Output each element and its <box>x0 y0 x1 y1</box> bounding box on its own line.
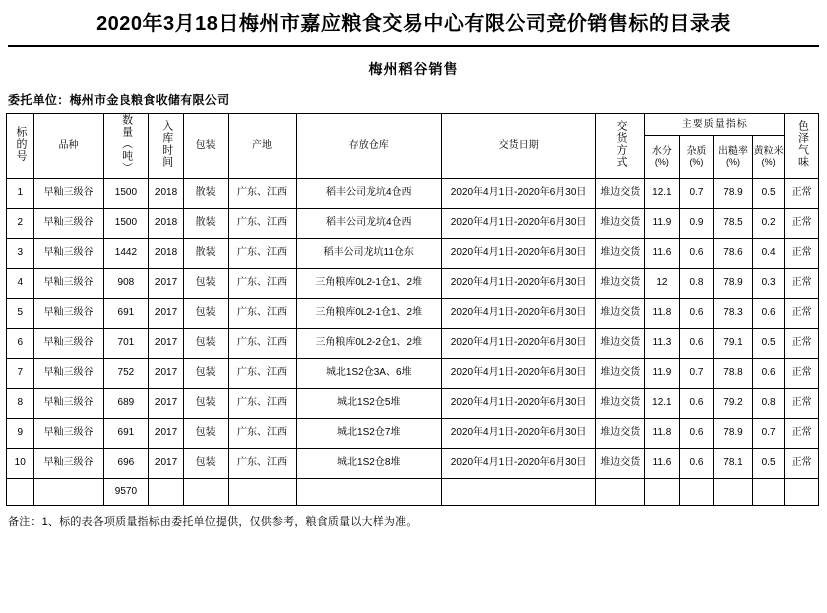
cell-index: 4 <box>7 268 34 298</box>
table-note: 备注：1、标的表各项质量指标由委托单位提供，仅供参考，粮食质量以大样为准。 <box>8 515 418 528</box>
cell-origin: 广东、江西 <box>228 238 296 268</box>
cell-impurity: 0.7 <box>679 358 714 388</box>
cell-yellow-grain: 0.7 <box>752 418 785 448</box>
cell-delivery-date: 2020年4月1日-2020年6月30日 <box>441 298 595 328</box>
col-delivery-date: 交货日期 <box>441 114 595 179</box>
cell-impurity: 0.6 <box>679 298 714 328</box>
cell-quantity: 1500 <box>103 178 149 208</box>
cell-color-smell: 正常 <box>785 298 819 328</box>
cell-quantity: 689 <box>103 388 149 418</box>
cell-milled-rate: 78.9 <box>714 178 753 208</box>
cell-warehouse: 三角粮库0L2-1仓1、2堆 <box>296 268 441 298</box>
cell-index: 3 <box>7 238 34 268</box>
cell-delivery-date: 2020年4月1日-2020年6月30日 <box>441 418 595 448</box>
cell-origin: 广东、江西 <box>228 208 296 238</box>
cell-yellow-grain: 0.2 <box>752 208 785 238</box>
cell-impurity: 0.7 <box>679 178 714 208</box>
table-row <box>7 178 819 208</box>
cell-moisture: 12.1 <box>645 388 680 418</box>
cell-packing: 散装 <box>183 208 228 238</box>
total-cell-blank <box>645 478 680 505</box>
cell-storage-time: 2018 <box>149 238 184 268</box>
col-moisture: 水分 (%) <box>645 135 680 178</box>
col-packing: 包装 <box>183 114 228 179</box>
total-cell-blank <box>441 478 595 505</box>
cell-delivery-method: 堆边交货 <box>596 418 645 448</box>
bidding-lots-table <box>6 113 819 506</box>
cell-warehouse: 城北1S2仓8堆 <box>296 448 441 478</box>
cell-yellow-grain: 0.6 <box>752 298 785 328</box>
cell-moisture: 11.8 <box>645 298 680 328</box>
cell-milled-rate: 78.6 <box>714 238 753 268</box>
total-cell-blank <box>752 478 785 505</box>
page-subtitle: 梅州稻谷销售 <box>368 61 459 77</box>
cell-delivery-method: 堆边交货 <box>596 208 645 238</box>
cell-impurity: 0.6 <box>679 418 714 448</box>
cell-index: 9 <box>7 418 34 448</box>
cell-moisture: 12 <box>645 268 680 298</box>
cell-delivery-method: 堆边交货 <box>596 178 645 208</box>
table-row <box>7 268 819 298</box>
cell-packing: 包装 <box>183 298 228 328</box>
cell-warehouse: 三角粮库0L2-1仓1、2堆 <box>296 298 441 328</box>
table-row <box>7 208 819 238</box>
cell-quantity: 1500 <box>103 208 149 238</box>
col-storage-time: 入库时间 <box>149 114 184 179</box>
cell-packing: 散装 <box>183 238 228 268</box>
cell-index: 7 <box>7 358 34 388</box>
cell-moisture: 12.1 <box>645 178 680 208</box>
cell-yellow-grain: 0.5 <box>752 178 785 208</box>
cell-packing: 散装 <box>183 178 228 208</box>
cell-variety: 早籼三级谷 <box>34 268 103 298</box>
table-row <box>7 238 819 268</box>
cell-delivery-method: 堆边交货 <box>596 358 645 388</box>
cell-origin: 广东、江西 <box>228 358 296 388</box>
cell-quantity: 908 <box>103 268 149 298</box>
table-row <box>7 298 819 328</box>
col-yellow-grain: 黄粒米 (%) <box>752 135 785 178</box>
cell-yellow-grain: 0.8 <box>752 388 785 418</box>
cell-index: 8 <box>7 388 34 418</box>
cell-warehouse: 城北1S2仓5堆 <box>296 388 441 418</box>
cell-delivery-date: 2020年4月1日-2020年6月30日 <box>441 388 595 418</box>
cell-impurity: 0.6 <box>679 448 714 478</box>
cell-yellow-grain: 0.6 <box>752 358 785 388</box>
cell-color-smell: 正常 <box>785 358 819 388</box>
cell-color-smell: 正常 <box>785 388 819 418</box>
total-cell-blank <box>785 478 819 505</box>
col-impurity: 杂质 (%) <box>679 135 714 178</box>
cell-impurity: 0.6 <box>679 328 714 358</box>
table-row <box>7 358 819 388</box>
cell-storage-time: 2017 <box>149 388 184 418</box>
cell-impurity: 0.8 <box>679 268 714 298</box>
cell-variety: 早籼三级谷 <box>34 178 103 208</box>
cell-warehouse: 三角粮库0L2-2仓1、2堆 <box>296 328 441 358</box>
cell-delivery-date: 2020年4月1日-2020年6月30日 <box>441 448 595 478</box>
cell-milled-rate: 79.1 <box>714 328 753 358</box>
cell-impurity: 0.6 <box>679 388 714 418</box>
cell-milled-rate: 78.5 <box>714 208 753 238</box>
col-milled-rate: 出糙率 (%) <box>714 135 753 178</box>
table-row <box>7 328 819 358</box>
cell-origin: 广东、江西 <box>228 178 296 208</box>
cell-packing: 包装 <box>183 448 228 478</box>
cell-storage-time: 2017 <box>149 418 184 448</box>
cell-delivery-date: 2020年4月1日-2020年6月30日 <box>441 328 595 358</box>
cell-milled-rate: 78.1 <box>714 448 753 478</box>
cell-color-smell: 正常 <box>785 328 819 358</box>
cell-yellow-grain: 0.5 <box>752 448 785 478</box>
cell-delivery-date: 2020年4月1日-2020年6月30日 <box>441 358 595 388</box>
table-total-row <box>7 478 819 505</box>
cell-storage-time: 2017 <box>149 328 184 358</box>
cell-warehouse: 稻丰公司龙坑4仓西 <box>296 178 441 208</box>
cell-delivery-date: 2020年4月1日-2020年6月30日 <box>441 178 595 208</box>
cell-color-smell: 正常 <box>785 178 819 208</box>
cell-index: 6 <box>7 328 34 358</box>
col-variety: 品种 <box>34 114 103 179</box>
cell-quantity: 701 <box>103 328 149 358</box>
cell-delivery-date: 2020年4月1日-2020年6月30日 <box>441 268 595 298</box>
cell-warehouse: 城北1S2仓7堆 <box>296 418 441 448</box>
cell-delivery-method: 堆边交货 <box>596 238 645 268</box>
total-cell-blank <box>149 478 184 505</box>
cell-origin: 广东、江西 <box>228 298 296 328</box>
cell-packing: 包装 <box>183 388 228 418</box>
col-origin: 产地 <box>228 114 296 179</box>
cell-warehouse: 城北1S2仓3A、6堆 <box>296 358 441 388</box>
cell-packing: 包装 <box>183 268 228 298</box>
cell-variety: 早籼三级谷 <box>34 208 103 238</box>
cell-origin: 广东、江西 <box>228 388 296 418</box>
cell-milled-rate: 79.2 <box>714 388 753 418</box>
col-quality-group: 主要质量指标 <box>645 114 785 136</box>
cell-color-smell: 正常 <box>785 418 819 448</box>
col-color-smell: 色泽气味 <box>785 114 819 179</box>
cell-moisture: 11.9 <box>645 208 680 238</box>
cell-quantity: 752 <box>103 358 149 388</box>
total-cell-blank <box>679 478 714 505</box>
table-header-row-1 <box>7 114 819 136</box>
cell-yellow-grain: 0.5 <box>752 328 785 358</box>
cell-storage-time: 2017 <box>149 358 184 388</box>
cell-delivery-method: 堆边交货 <box>596 298 645 328</box>
total-cell-blank <box>596 478 645 505</box>
cell-variety: 早籼三级谷 <box>34 418 103 448</box>
col-warehouse: 存放仓库 <box>296 114 441 179</box>
cell-impurity: 0.6 <box>679 238 714 268</box>
cell-milled-rate: 78.3 <box>714 298 753 328</box>
cell-delivery-method: 堆边交货 <box>596 268 645 298</box>
cell-color-smell: 正常 <box>785 268 819 298</box>
cell-storage-time: 2017 <box>149 448 184 478</box>
cell-packing: 包装 <box>183 418 228 448</box>
cell-packing: 包装 <box>183 328 228 358</box>
cell-storage-time: 2018 <box>149 208 184 238</box>
total-cell-variety <box>34 478 103 505</box>
cell-moisture: 11.6 <box>645 448 680 478</box>
total-quantity: 9570 <box>103 478 149 505</box>
total-cell-blank <box>714 478 753 505</box>
cell-delivery-date: 2020年4月1日-2020年6月30日 <box>441 208 595 238</box>
cell-warehouse: 稻丰公司龙坑4仓西 <box>296 208 441 238</box>
cell-delivery-date: 2020年4月1日-2020年6月30日 <box>441 238 595 268</box>
cell-variety: 早籼三级谷 <box>34 298 103 328</box>
col-delivery-method: 交货方式 <box>596 114 645 179</box>
entrust-unit-label: 委托单位：梅州市金良粮食收储有限公司 <box>8 93 230 107</box>
cell-variety: 早籼三级谷 <box>34 358 103 388</box>
cell-color-smell: 正常 <box>785 238 819 268</box>
total-cell-blank <box>183 478 228 505</box>
cell-quantity: 691 <box>103 418 149 448</box>
cell-moisture: 11.8 <box>645 418 680 448</box>
cell-index: 2 <box>7 208 34 238</box>
cell-moisture: 11.9 <box>645 358 680 388</box>
cell-variety: 早籼三级谷 <box>34 388 103 418</box>
col-quantity: 数量（吨） <box>103 114 149 179</box>
total-cell-blank <box>228 478 296 505</box>
cell-milled-rate: 78.9 <box>714 268 753 298</box>
cell-delivery-method: 堆边交货 <box>596 388 645 418</box>
cell-index: 5 <box>7 298 34 328</box>
cell-color-smell: 正常 <box>785 448 819 478</box>
cell-yellow-grain: 0.4 <box>752 238 785 268</box>
col-index: 标的号 <box>7 114 34 179</box>
cell-milled-rate: 78.8 <box>714 358 753 388</box>
cell-variety: 早籼三级谷 <box>34 328 103 358</box>
table-row <box>7 418 819 448</box>
cell-origin: 广东、江西 <box>228 448 296 478</box>
cell-warehouse: 稻丰公司龙坑11仓东 <box>296 238 441 268</box>
cell-moisture: 11.3 <box>645 328 680 358</box>
cell-quantity: 696 <box>103 448 149 478</box>
cell-origin: 广东、江西 <box>228 328 296 358</box>
cell-storage-time: 2018 <box>149 178 184 208</box>
cell-yellow-grain: 0.3 <box>752 268 785 298</box>
cell-index: 10 <box>7 448 34 478</box>
cell-color-smell: 正常 <box>785 208 819 238</box>
cell-variety: 早籼三级谷 <box>34 448 103 478</box>
cell-variety: 早籼三级谷 <box>34 238 103 268</box>
cell-quantity: 691 <box>103 298 149 328</box>
cell-storage-time: 2017 <box>149 268 184 298</box>
table-row <box>7 448 819 478</box>
cell-delivery-method: 堆边交货 <box>596 448 645 478</box>
total-cell-blank <box>296 478 441 505</box>
cell-impurity: 0.9 <box>679 208 714 238</box>
page-title: 2020年3月18日梅州市嘉应粮食交易中心有限公司竞价销售标的目录表 <box>8 4 819 47</box>
cell-origin: 广东、江西 <box>228 418 296 448</box>
cell-index: 1 <box>7 178 34 208</box>
table-row <box>7 388 819 418</box>
document-page <box>0 4 827 613</box>
cell-milled-rate: 78.9 <box>714 418 753 448</box>
cell-moisture: 11.6 <box>645 238 680 268</box>
total-cell-index <box>7 478 34 505</box>
cell-quantity: 1442 <box>103 238 149 268</box>
cell-storage-time: 2017 <box>149 298 184 328</box>
cell-delivery-method: 堆边交货 <box>596 328 645 358</box>
cell-packing: 包装 <box>183 358 228 388</box>
cell-origin: 广东、江西 <box>228 268 296 298</box>
